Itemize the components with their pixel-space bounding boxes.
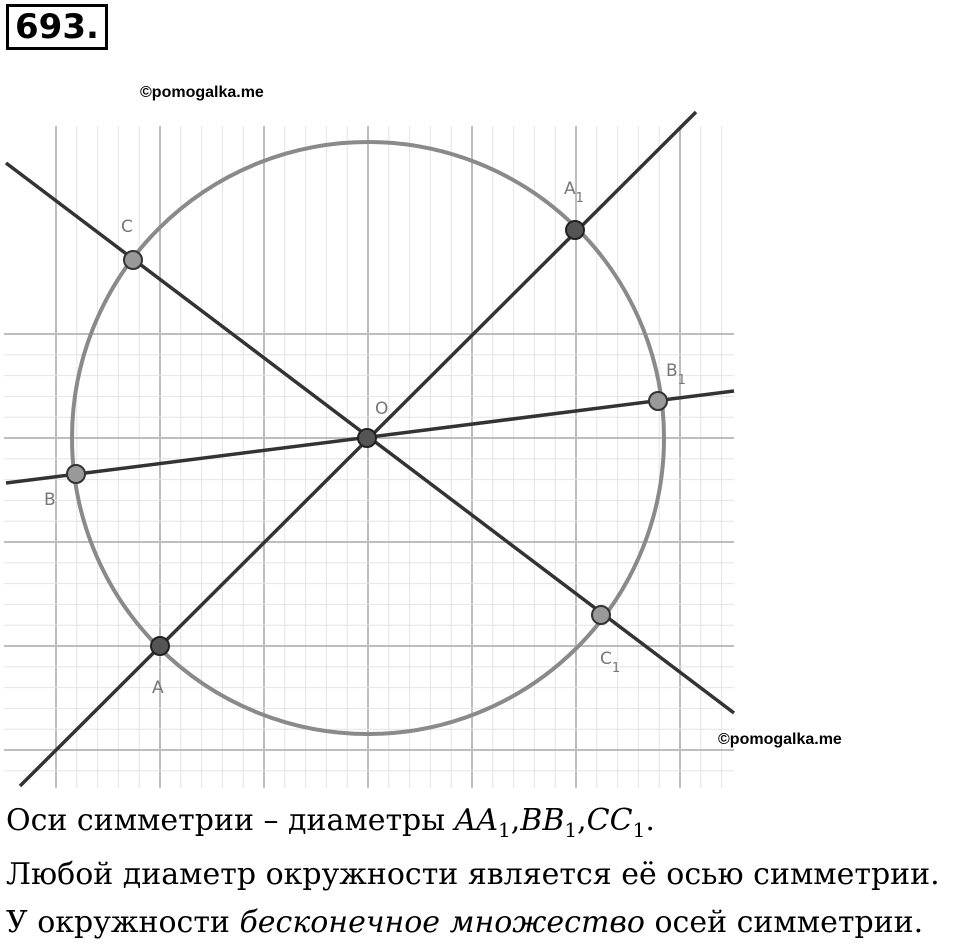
line1-prefix: Оси симметрии – диаметры (6, 803, 455, 838)
label-b: B (44, 490, 56, 510)
point-c1 (592, 606, 610, 624)
label-b1: $B_1$ (666, 361, 686, 388)
problem-number: 693. (6, 4, 108, 50)
text-line-2: Любой диаметр окружности является её осью симметрии. (6, 857, 940, 892)
line3-prefix: У окружности (6, 905, 240, 940)
label-a: A (152, 678, 164, 698)
watermark-bottom: ©pomogalka.me (718, 731, 842, 748)
point-o (358, 429, 376, 447)
math-bb1: $BB_1$ (520, 803, 578, 842)
diameter-aa1 (20, 112, 696, 786)
geometry-figure (0, 108, 740, 793)
label-o: O (375, 399, 389, 419)
point-a (151, 637, 169, 655)
point-a1 (566, 221, 584, 239)
label-a1: $A_1$ (564, 179, 584, 206)
point-c (124, 251, 142, 269)
point-b (67, 465, 85, 483)
grid (4, 126, 734, 788)
text-line-1: Оси симметрии – диаметры $AA_1,BB_1,CC_1$. (6, 803, 655, 842)
label-c1: $C_1$ (600, 649, 621, 676)
math-cc1: $CC_1$ (586, 803, 646, 842)
label-c: C (121, 217, 133, 237)
line3-suffix: осей симметрии. (644, 905, 924, 940)
watermark-top: ©pomogalka.me (140, 84, 264, 101)
line3-italic: бесконечное множество (239, 905, 645, 940)
text-line-3 (6, 904, 923, 942)
point-b1 (649, 392, 667, 410)
math-aa1: $AA_1$ (454, 803, 511, 842)
